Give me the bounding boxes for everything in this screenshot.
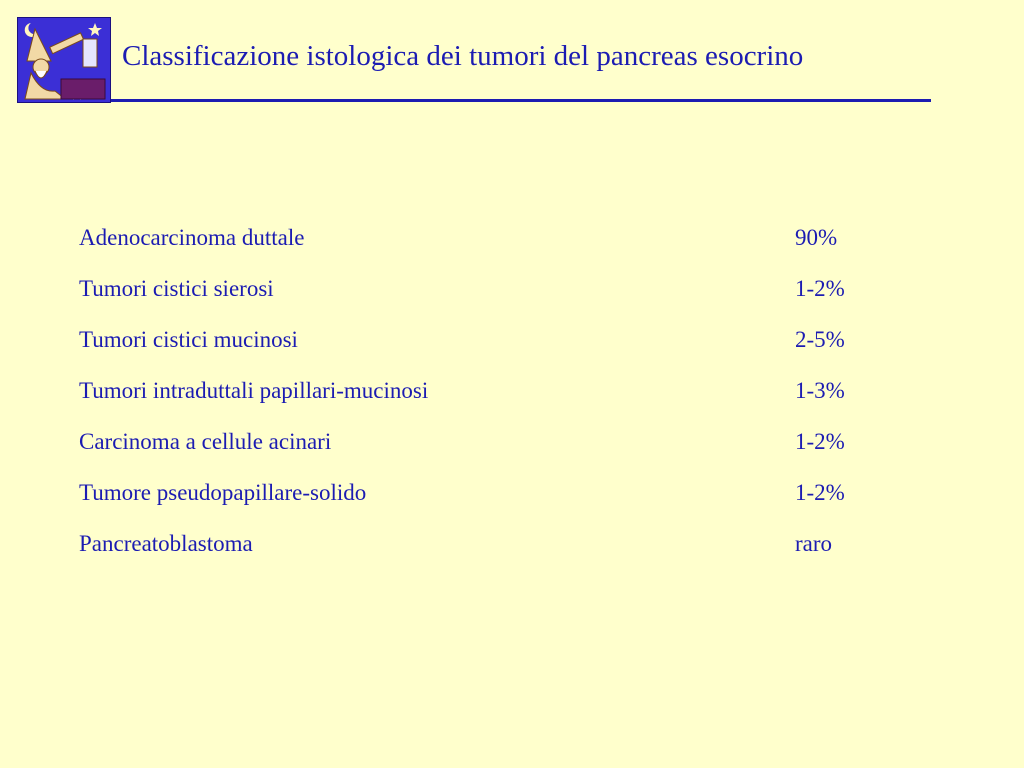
row-label: Tumore pseudopapillare-solido [79, 480, 367, 505]
table-row [79, 222, 899, 273]
slide-title: Classificazione istologica dei tumori del pancreas esocrino [122, 40, 804, 72]
row-label: Tumori cistici mucinosi [79, 327, 298, 352]
row-label: Pancreatoblastoma [79, 531, 253, 556]
table-row [79, 273, 899, 324]
table-row [79, 375, 899, 426]
row-value: raro [795, 531, 833, 556]
row-value: 1-2% [795, 429, 845, 454]
row-label: Carcinoma a cellule acinari [79, 429, 332, 454]
wizard-astronomer-logo-icon [17, 17, 111, 103]
row-label: Tumori cistici sierosi [79, 276, 274, 301]
row-value: 90% [795, 225, 838, 250]
row-value: 2-5% [795, 327, 845, 352]
row-label: Tumori intraduttali papillari-mucinosi [79, 378, 429, 403]
row-value: 1-2% [795, 480, 845, 505]
row-value: 1-3% [795, 378, 845, 403]
table-row [79, 528, 899, 579]
table-row [79, 324, 899, 375]
row-label: Adenocarcinoma duttale [79, 225, 305, 250]
table-row [79, 477, 899, 528]
row-value: 1-2% [795, 276, 845, 301]
classification-table [79, 222, 899, 579]
title-underline [111, 99, 931, 102]
table-row [79, 426, 899, 477]
